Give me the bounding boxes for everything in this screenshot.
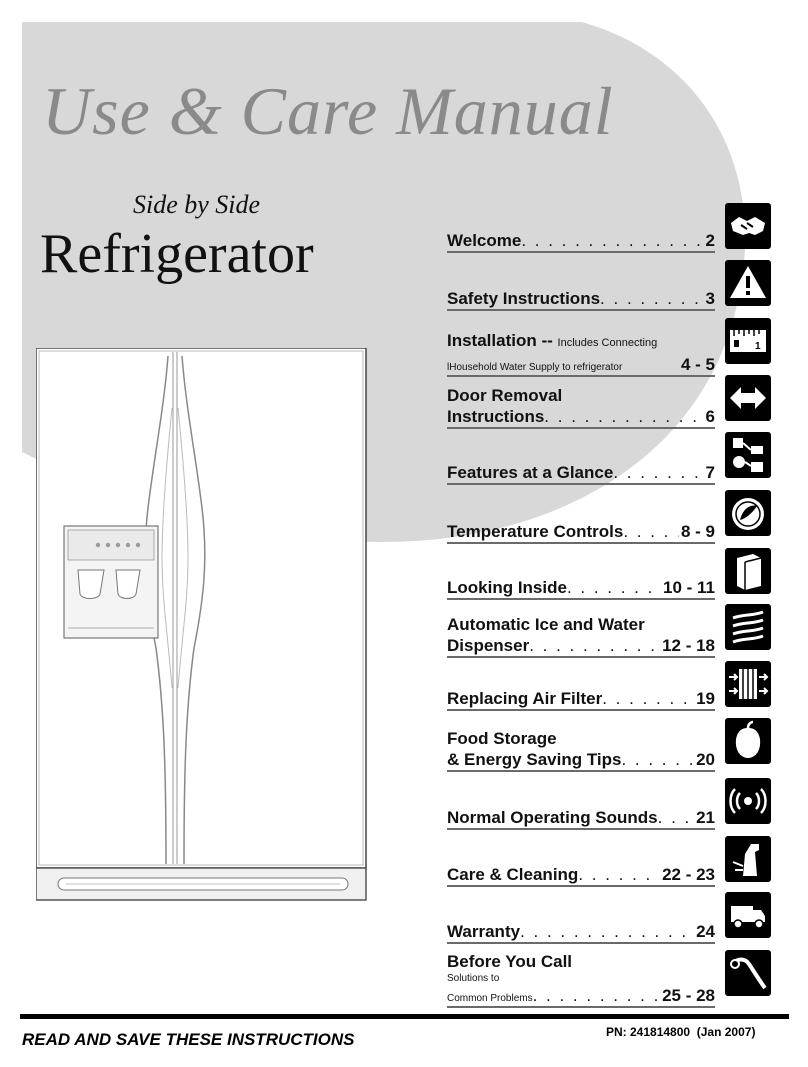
publication-date: (Jan 2007) bbox=[696, 1025, 756, 1039]
toc-entry-care-cleaning[interactable] bbox=[447, 864, 715, 887]
ice-icon bbox=[725, 604, 771, 650]
toc-entry-warranty[interactable] bbox=[447, 921, 715, 944]
double-arrow-icon bbox=[725, 375, 771, 421]
toc-title: Automatic Ice and Water bbox=[447, 615, 645, 634]
pepper-icon bbox=[725, 718, 771, 764]
toc-entry-food-storage[interactable] bbox=[447, 728, 715, 772]
thermometer-dial-icon bbox=[725, 490, 771, 536]
ruler-icon bbox=[725, 318, 771, 364]
toc-entry-door-removal[interactable] bbox=[447, 385, 715, 429]
toc-entry-welcome[interactable] bbox=[447, 230, 715, 253]
toc-page: 19 bbox=[696, 689, 715, 708]
toc-entry-sounds[interactable] bbox=[447, 807, 715, 830]
toc-entry-air-filter[interactable] bbox=[447, 688, 715, 711]
toc-title: Warranty bbox=[447, 922, 521, 941]
toc-page: 2 bbox=[705, 231, 715, 250]
handshake-icon bbox=[725, 203, 771, 249]
sound-icon bbox=[725, 778, 771, 824]
toc-entry-installation[interactable] bbox=[447, 330, 715, 377]
toc-page: 8 - 9 bbox=[680, 522, 715, 541]
footer-rule bbox=[20, 1014, 789, 1019]
toc-subnote: Common Problems bbox=[447, 993, 533, 1004]
toc-title: Food Storage bbox=[447, 729, 557, 748]
wrench-icon bbox=[725, 950, 771, 996]
spray-bottle-icon bbox=[725, 836, 771, 882]
product-name: Refrigerator bbox=[40, 223, 314, 285]
refrigerator-illustration bbox=[36, 348, 368, 904]
toc-entry-temperature[interactable] bbox=[447, 521, 715, 544]
toc-entry-before-you-call[interactable] bbox=[447, 951, 715, 1008]
toc-title-2: Dispenser bbox=[447, 636, 530, 655]
toc-page: 4 - 5 bbox=[680, 355, 715, 374]
toc-page: 21 bbox=[696, 808, 715, 827]
toc-title: Installation -- bbox=[447, 331, 553, 350]
fridge-box-icon bbox=[725, 548, 771, 594]
toc-entry-features[interactable] bbox=[447, 462, 715, 485]
toc-entry-safety[interactable] bbox=[447, 288, 715, 311]
toc-page: 12 - 18 bbox=[662, 636, 715, 655]
toc-entry-ice-water[interactable] bbox=[447, 614, 715, 658]
features-icon bbox=[725, 432, 771, 478]
manual-subtitle: Side by Side bbox=[133, 190, 261, 219]
toc-page: 6 bbox=[705, 407, 715, 426]
part-number bbox=[606, 1025, 755, 1039]
warning-icon bbox=[725, 260, 771, 306]
toc-title: Care & Cleaning bbox=[447, 865, 579, 884]
air-filter-icon bbox=[725, 661, 771, 707]
toc-page: 20 bbox=[696, 750, 715, 769]
toc-page: 10 - 11 bbox=[663, 578, 715, 597]
toc-title: Features at a Glance bbox=[447, 463, 614, 482]
part-number-text: PN: 241814800 bbox=[606, 1025, 691, 1039]
toc-entry-looking-inside[interactable] bbox=[447, 577, 715, 600]
toc-title: Safety Instructions bbox=[447, 289, 601, 308]
toc-title-2: Instructions bbox=[447, 407, 545, 426]
toc-page: 22 - 23 bbox=[662, 865, 715, 884]
toc-note: Includes Connecting bbox=[557, 337, 658, 349]
toc-page: 24 bbox=[696, 922, 715, 941]
toc-title: Before You Call bbox=[447, 952, 573, 971]
truck-icon bbox=[725, 892, 771, 938]
toc-page: 7 bbox=[705, 463, 715, 482]
toc-title: Temperature Controls bbox=[447, 522, 624, 541]
toc-title: Looking Inside bbox=[447, 578, 567, 597]
toc-title: Door Removal bbox=[447, 386, 563, 405]
toc-title: Welcome bbox=[447, 231, 522, 250]
toc-title: Replacing Air Filter bbox=[447, 689, 603, 708]
toc-page: 3 bbox=[705, 289, 715, 308]
toc-subnote: lHousehold Water Supply to refrigerator bbox=[447, 362, 623, 373]
save-instructions-notice: READ AND SAVE THESE INSTRUCTIONS bbox=[22, 1030, 355, 1049]
toc-title-2: & Energy Saving Tips bbox=[447, 750, 622, 769]
toc-note: Solutions to bbox=[447, 973, 500, 984]
toc-title: Normal Operating Sounds bbox=[447, 808, 658, 827]
svg-text:1: 1 bbox=[755, 341, 761, 352]
toc-page: 25 - 28 bbox=[662, 986, 715, 1005]
manual-title: Use & Care Manual bbox=[42, 73, 614, 149]
